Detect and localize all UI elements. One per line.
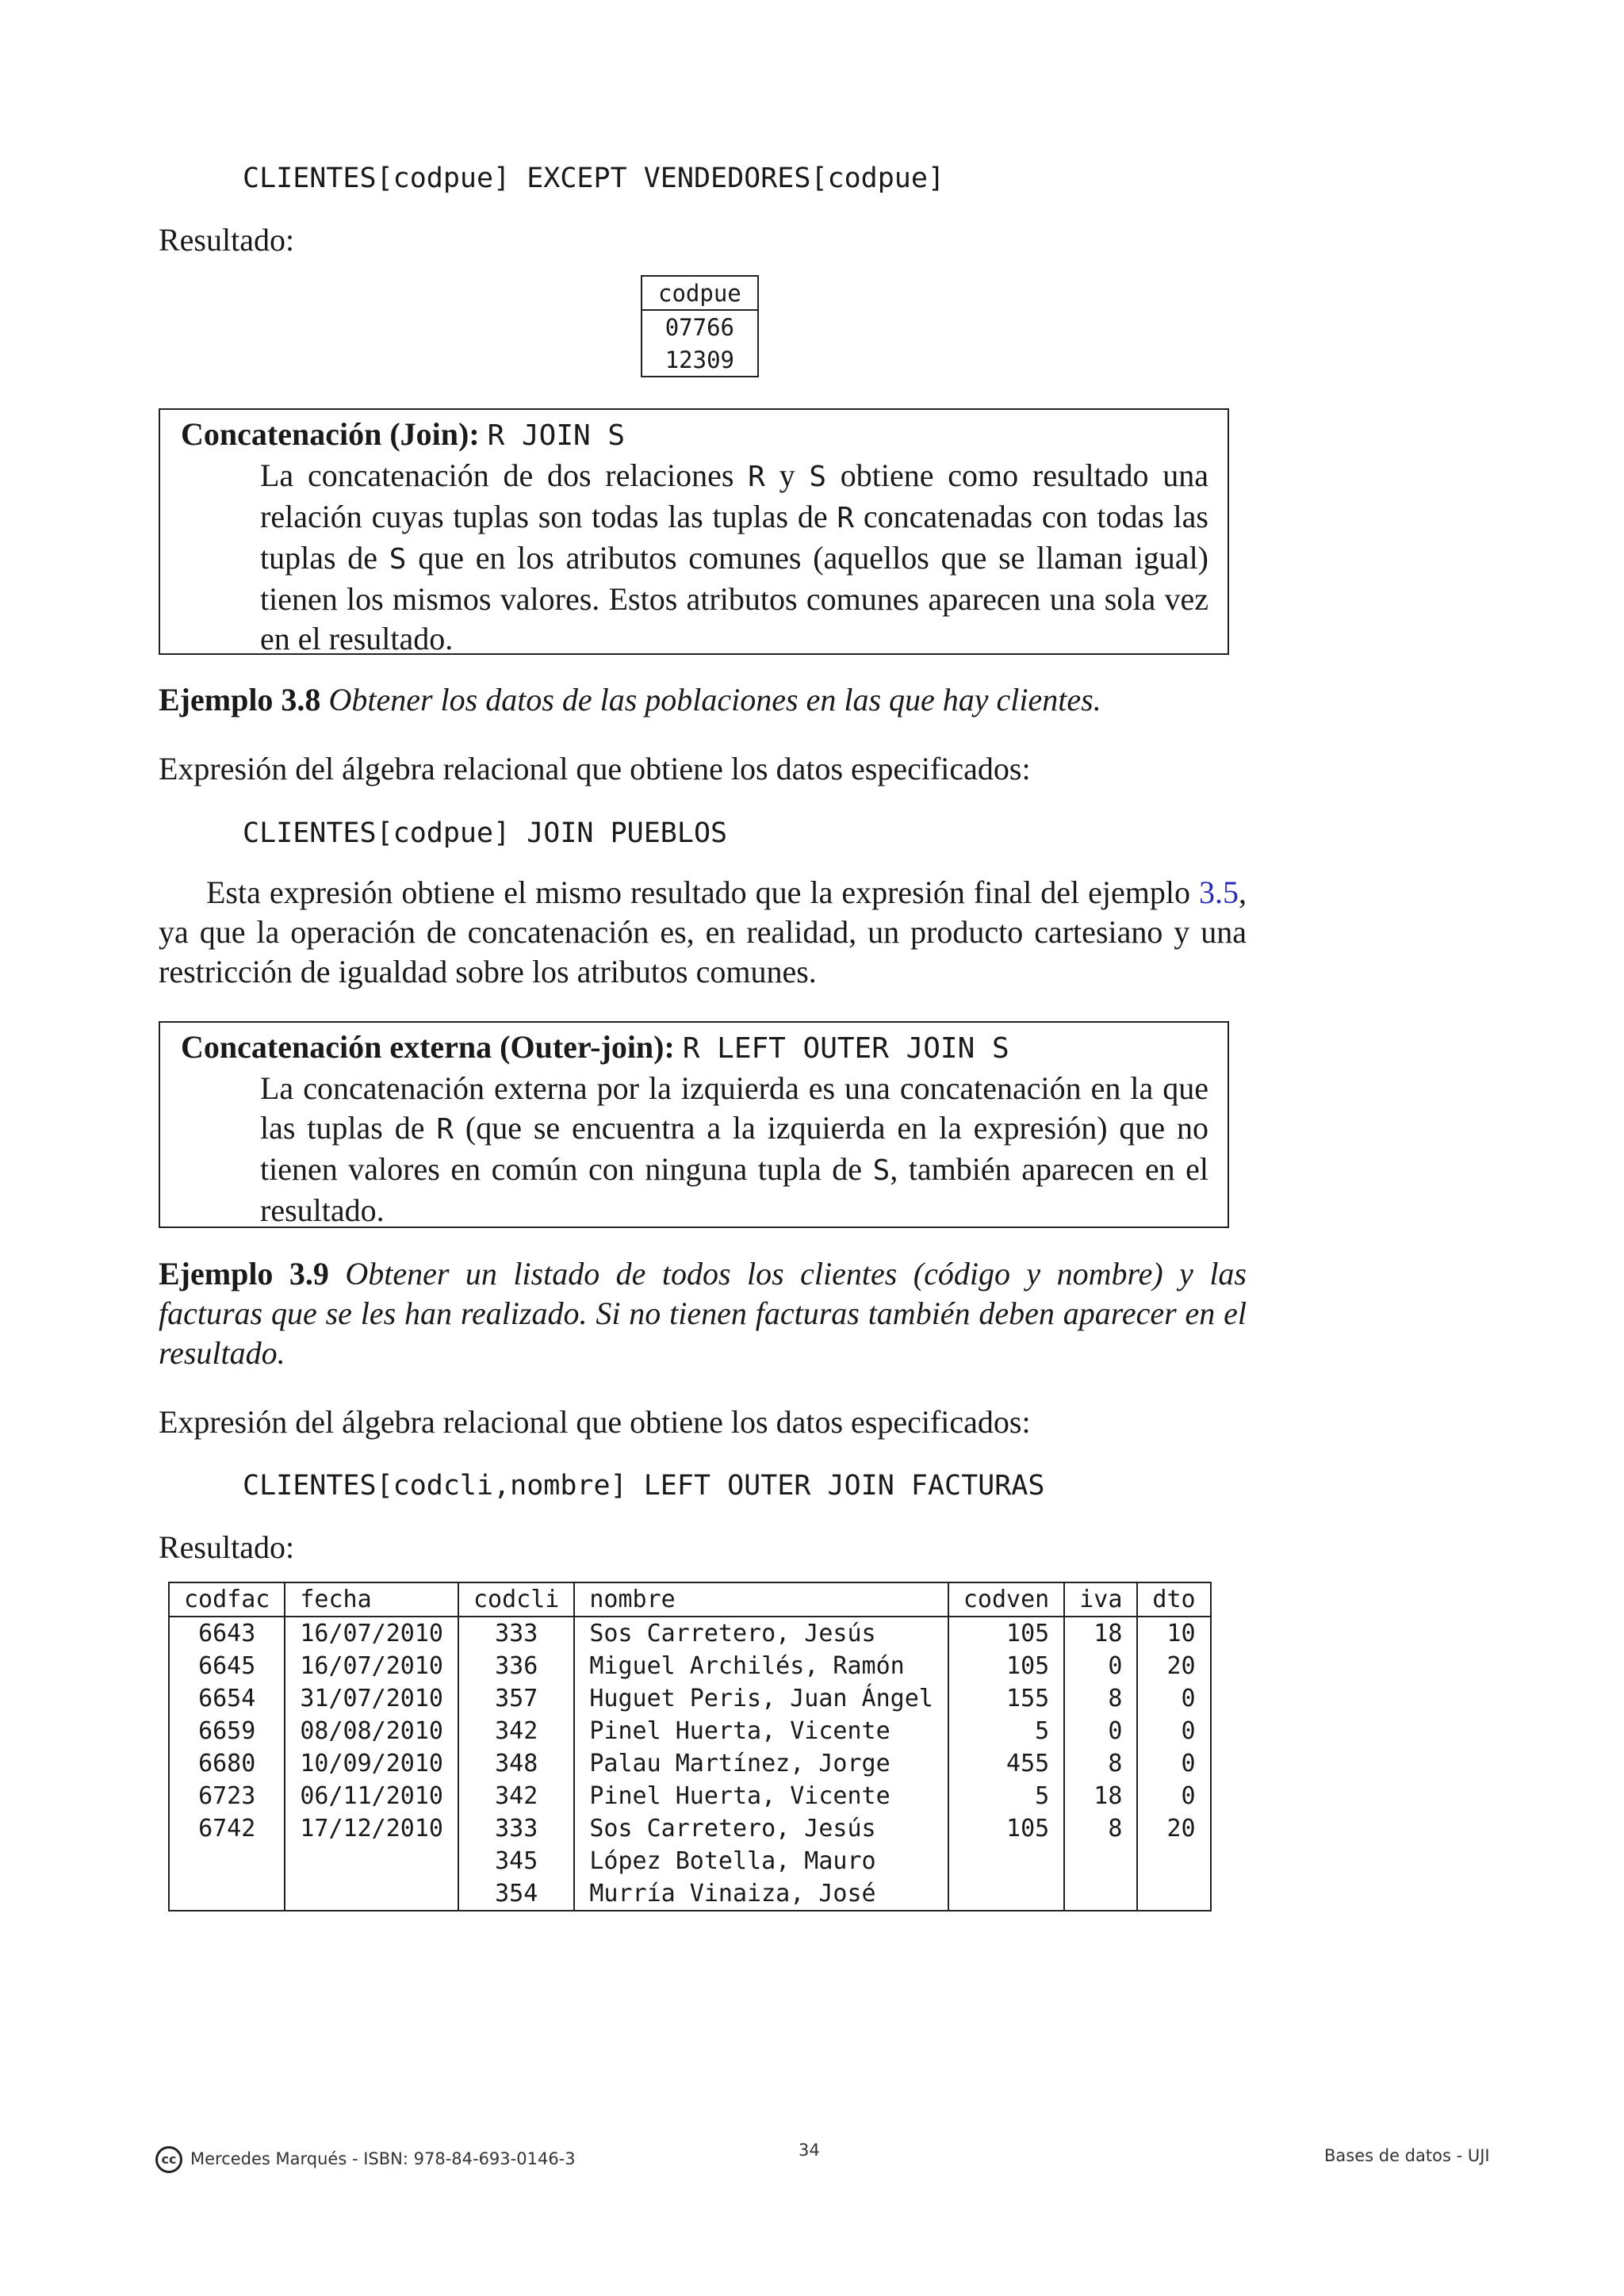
cell-nombre: Palau Martínez, Jorge (574, 1747, 948, 1780)
column-header-codfac: codfac (169, 1582, 285, 1617)
cell-nombre: Murría Vinaiza, José (574, 1877, 948, 1911)
column-header-fecha: fecha (285, 1582, 458, 1617)
cell-fecha (285, 1845, 458, 1877)
codpue-table (641, 275, 759, 377)
cell-dto (1137, 1845, 1210, 1877)
table-row (169, 1617, 1211, 1650)
cell-codven: 5 (948, 1780, 1064, 1812)
cell-codcli: 348 (458, 1747, 574, 1780)
cell-iva: 0 (1064, 1715, 1137, 1747)
example-label: Ejemplo 3.9 (159, 1256, 329, 1292)
join-definition-title (181, 415, 1208, 456)
cell-codfac: 6680 (169, 1747, 285, 1780)
code-except: CLIENTES[codpue] EXCEPT VENDEDORES[codpue] (243, 163, 945, 194)
code-left-outer-join: CLIENTES[codcli,nombre] LEFT OUTER JOIN FACTURAS (243, 1470, 1045, 1502)
cell-nombre: Pinel Huerta, Vicente (574, 1780, 948, 1812)
codpue-cell: 12309 (642, 343, 758, 377)
outer-join-definition-title (181, 1027, 1208, 1069)
example-text: Obtener los datos de las poblaciones en las que hay clientes. (328, 682, 1101, 718)
table-row (169, 1780, 1211, 1812)
join-definition-body (260, 456, 1208, 659)
definition-text: obtiene como resultado una relación cuyas tuplas son todas las tuplas de (260, 457, 1208, 534)
relation-symbol: S (389, 543, 407, 576)
relation-symbol: S (872, 1154, 891, 1187)
column-header-iva: iva (1064, 1582, 1137, 1617)
cell-dto: 0 (1137, 1682, 1210, 1715)
cell-fecha: 10/09/2010 (285, 1747, 458, 1780)
result-label-2: Resultado: (159, 1529, 295, 1565)
cell-nombre: López Botella, Mauro (574, 1845, 948, 1877)
result-table (168, 1582, 1212, 1911)
join-title-text: Concatenación (Join): (181, 416, 480, 452)
table-row (169, 1845, 1211, 1877)
cell-codcli: 342 (458, 1780, 574, 1812)
cell-iva (1064, 1845, 1137, 1877)
cell-iva: 8 (1064, 1812, 1137, 1845)
definition-text: y (764, 457, 810, 493)
cell-codfac: 6643 (169, 1617, 285, 1650)
relation-symbol: S (809, 461, 827, 493)
cell-codcli: 342 (458, 1715, 574, 1747)
cell-codfac: 6654 (169, 1682, 285, 1715)
outer-join-definition-body (260, 1069, 1208, 1230)
result-table-wrap (168, 1582, 1212, 1911)
code-join: CLIENTES[codpue] JOIN PUEBLOS (243, 817, 728, 849)
cell-dto: 10 (1137, 1617, 1210, 1650)
creative-commons-icon: cc (155, 2146, 182, 2173)
column-header-codcli: codcli (458, 1582, 574, 1617)
cell-nombre: Pinel Huerta, Vicente (574, 1715, 948, 1747)
definition-text: La concatenación externa por la izquierda es una concatenación en la que las tuplas de (260, 1070, 1208, 1146)
cell-codcli: 345 (458, 1845, 574, 1877)
cell-fecha: 16/07/2010 (285, 1617, 458, 1650)
cell-codfac: 6645 (169, 1650, 285, 1682)
relation-symbol: R (837, 502, 855, 534)
cell-iva (1064, 1877, 1137, 1911)
definition-text: concatenadas con todas las tuplas de (260, 499, 1208, 576)
example-3-9 (159, 1254, 1247, 1373)
join-explanation (159, 873, 1247, 992)
join-explanation-text-2: , ya que la operación de concatenación es, en realidad, un producto cartesiano y una restricción de igualdad sobre los atributos comunes. (159, 874, 1247, 989)
expression-intro-2: Expresión del álgebra relacional que obtiene los datos especificados: (159, 1404, 1031, 1440)
table-row (169, 1650, 1211, 1682)
table-row (169, 1747, 1211, 1780)
cell-codfac: 6723 (169, 1780, 285, 1812)
cell-codven: 155 (948, 1682, 1064, 1715)
cell-codfac (169, 1845, 285, 1877)
footer-author-text: Mercedes Marqués - ISBN: 978-84-693-0146-3 (190, 2149, 576, 2168)
cell-dto: 0 (1137, 1715, 1210, 1747)
cell-iva: 18 (1064, 1617, 1137, 1650)
cell-codfac (169, 1877, 285, 1911)
cell-codcli: 336 (458, 1650, 574, 1682)
definition-text: (que se encuentra a la izquierda en la expresión) que no tienen valores en común con ninguna tupla de (260, 1110, 1208, 1187)
result-label-1: Resultado: (159, 222, 295, 258)
codpue-cell: 07766 (642, 310, 758, 343)
column-header-nombre: nombre (574, 1582, 948, 1617)
cell-codcli: 333 (458, 1617, 574, 1650)
cell-codcli: 333 (458, 1812, 574, 1845)
column-header-dto: dto (1137, 1582, 1210, 1617)
example-label: Ejemplo 3.8 (159, 682, 321, 718)
cell-codven (948, 1845, 1064, 1877)
expression-intro-1: Expresión del álgebra relacional que obtiene los datos especificados: (159, 751, 1031, 786)
join-explanation-text: Esta expresión obtiene el mismo resultado que la expresión final del ejemplo (206, 874, 1199, 910)
table-row (169, 1682, 1211, 1715)
cell-codven: 5 (948, 1715, 1064, 1747)
cell-codven: 105 (948, 1812, 1064, 1845)
definition-text: La concatenación de dos relaciones (260, 457, 749, 493)
cell-codven (948, 1877, 1064, 1911)
codpue-table-wrap (641, 275, 759, 377)
cell-nombre: Sos Carretero, Jesús (574, 1812, 948, 1845)
cell-iva: 18 (1064, 1780, 1137, 1812)
cell-fecha: 16/07/2010 (285, 1650, 458, 1682)
cell-fecha: 31/07/2010 (285, 1682, 458, 1715)
cell-codfac: 6659 (169, 1715, 285, 1747)
outer-join-title-text: Concatenación externa (Outer-join): (181, 1029, 675, 1065)
table-row (169, 1715, 1211, 1747)
page-number: 34 (799, 2141, 820, 2160)
cell-codfac: 6742 (169, 1812, 285, 1845)
cell-fecha: 17/12/2010 (285, 1812, 458, 1845)
relation-symbol: R (436, 1113, 454, 1146)
cell-dto: 20 (1137, 1650, 1210, 1682)
codpue-header: codpue (642, 276, 758, 310)
cell-nombre: Miguel Archilés, Ramón (574, 1650, 948, 1682)
example-3-8 (159, 680, 1247, 720)
cell-codcli: 357 (458, 1682, 574, 1715)
cell-nombre: Huguet Peris, Juan Ángel (574, 1682, 948, 1715)
example-text: Obtener un listado de todos los clientes (código y nombre) y las facturas que se les han realizado. Si no tienen facturas también deben aparecer en el resultado. (159, 1256, 1247, 1371)
cell-codven: 105 (948, 1650, 1064, 1682)
definition-text: que en los atributos comunes (aquellos que se llaman igual) tienen los mismos valores. Estos atributos comunes aparecen una sola vez en el resultado. (260, 540, 1208, 656)
footer-book: Bases de datos - UJI (1324, 2146, 1490, 2165)
join-definition-box (159, 408, 1229, 655)
table-row (169, 1877, 1211, 1911)
cell-nombre: Sos Carretero, Jesús (574, 1617, 948, 1650)
cell-iva: 0 (1064, 1650, 1137, 1682)
definition-text: , también aparecen en el resultado. (260, 1151, 1209, 1228)
cell-codven: 455 (948, 1747, 1064, 1780)
cell-fecha (285, 1877, 458, 1911)
cell-dto: 0 (1137, 1747, 1210, 1780)
cell-fecha: 06/11/2010 (285, 1780, 458, 1812)
cell-iva: 8 (1064, 1747, 1137, 1780)
outer-join-definition-box (159, 1021, 1229, 1228)
outer-join-syntax: R LEFT OUTER JOIN S (682, 1032, 1009, 1065)
relation-symbol: R (748, 461, 765, 493)
cell-codven: 105 (948, 1617, 1064, 1650)
example-3-5-link[interactable]: 3.5 (1199, 874, 1239, 910)
join-syntax: R JOIN S (487, 419, 626, 452)
cell-dto: 20 (1137, 1812, 1210, 1845)
cell-dto (1137, 1877, 1210, 1911)
cell-dto: 0 (1137, 1780, 1210, 1812)
footer-author (155, 2146, 576, 2173)
cell-iva: 8 (1064, 1682, 1137, 1715)
cell-codcli: 354 (458, 1877, 574, 1911)
cell-fecha: 08/08/2010 (285, 1715, 458, 1747)
table-row (169, 1812, 1211, 1845)
column-header-codven: codven (948, 1582, 1064, 1617)
